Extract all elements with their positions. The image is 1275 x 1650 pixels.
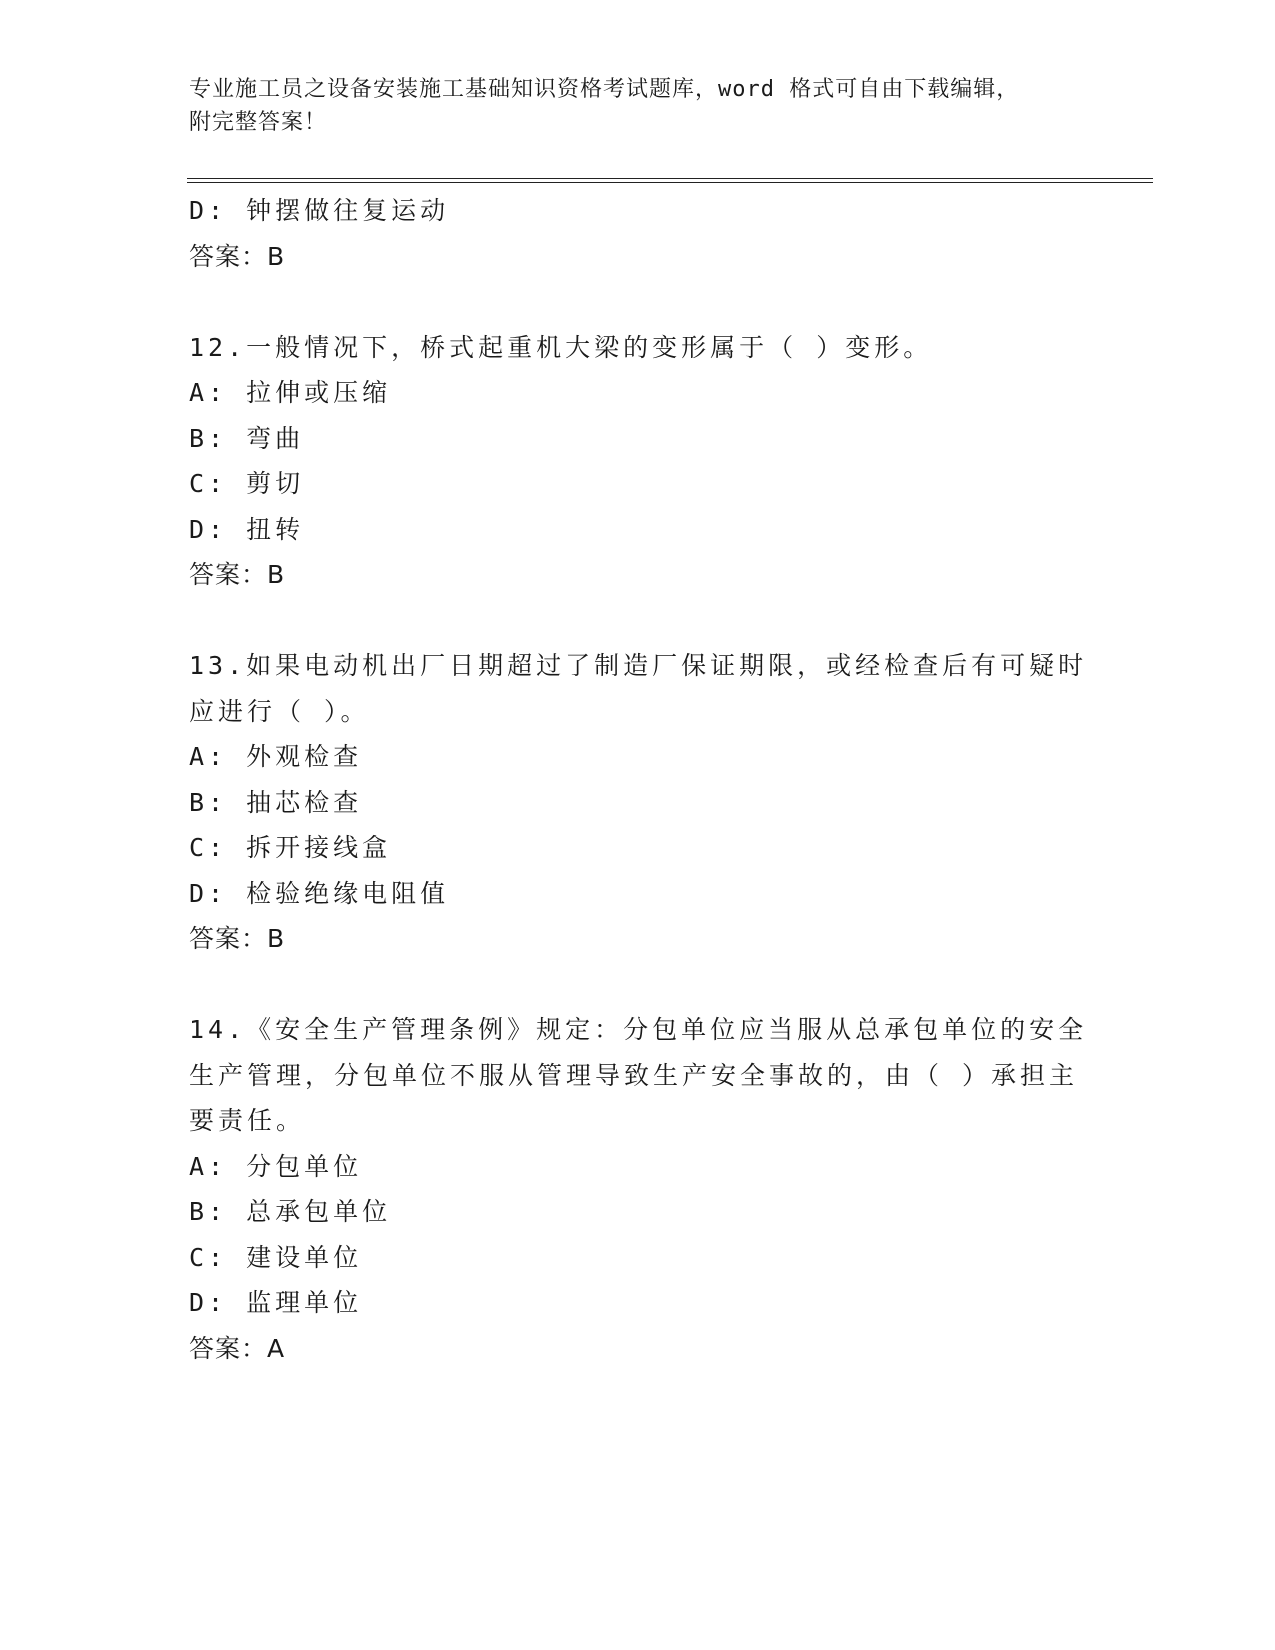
option-b: B: 弯曲 (189, 423, 305, 453)
document-header (189, 73, 1069, 139)
option-d: D: 扭转 (189, 514, 305, 544)
question-list (189, 188, 1089, 1371)
question-stem-line-3: 要责任。 (189, 1106, 306, 1135)
header-divider-top (187, 178, 1153, 179)
question-stem-line-2: 应进行（ ）。 (189, 696, 370, 726)
option-d: D: 监理单位 (189, 1288, 363, 1317)
header-line-2: 附完整答案！ (189, 110, 328, 135)
question-spacer (189, 962, 1089, 1008)
question-11-tail (189, 188, 1089, 279)
question-spacer (189, 279, 1089, 325)
answer-line: 答案：A (189, 1333, 286, 1363)
question-stem-line-1: 14.《安全生产管理条例》规定：分包单位应当服从总承包单位的安全 (189, 1015, 1088, 1044)
question-stem-line-2: 生产管理，分包单位不服从管理导致生产安全事故的，由（ ）承担主 (189, 1060, 1079, 1090)
option-a: A: 拉伸或压缩 (189, 378, 392, 407)
header-line-1: 专业施工员之设备安装施工基础知识资格考试题库，word 格式可自由下载编辑， (189, 77, 1020, 102)
question-12 (189, 325, 1089, 598)
answer-line: 答案：B (189, 241, 286, 271)
option-b: B: 总承包单位 (189, 1197, 392, 1226)
option-c: C: 剪切 (189, 469, 305, 498)
answer-line: 答案：B (189, 924, 286, 953)
option-a: A: 分包单位 (189, 1151, 363, 1181)
question-14 (189, 1007, 1089, 1371)
option-c: C: 建设单位 (189, 1242, 363, 1272)
question-stem: 12.一般情况下，桥式起重机大梁的变形属于（ ）变形。 (189, 332, 933, 362)
option-b: B: 抽芯检查 (189, 787, 363, 817)
question-stem-line-1: 13.如果电动机出厂日期超过了制造厂保证期限，或经检查后有可疑时 (189, 651, 1088, 680)
question-13 (189, 643, 1089, 962)
option-d: D: 检验绝缘电阻值 (189, 878, 450, 908)
option-d: D: 钟摆做往复运动 (189, 196, 450, 225)
option-a: A: 外观检查 (189, 742, 363, 771)
question-spacer (189, 598, 1089, 644)
header-divider-bottom (187, 182, 1153, 183)
option-c: C: 拆开接线盒 (189, 833, 392, 862)
answer-line: 答案：B (189, 560, 286, 589)
